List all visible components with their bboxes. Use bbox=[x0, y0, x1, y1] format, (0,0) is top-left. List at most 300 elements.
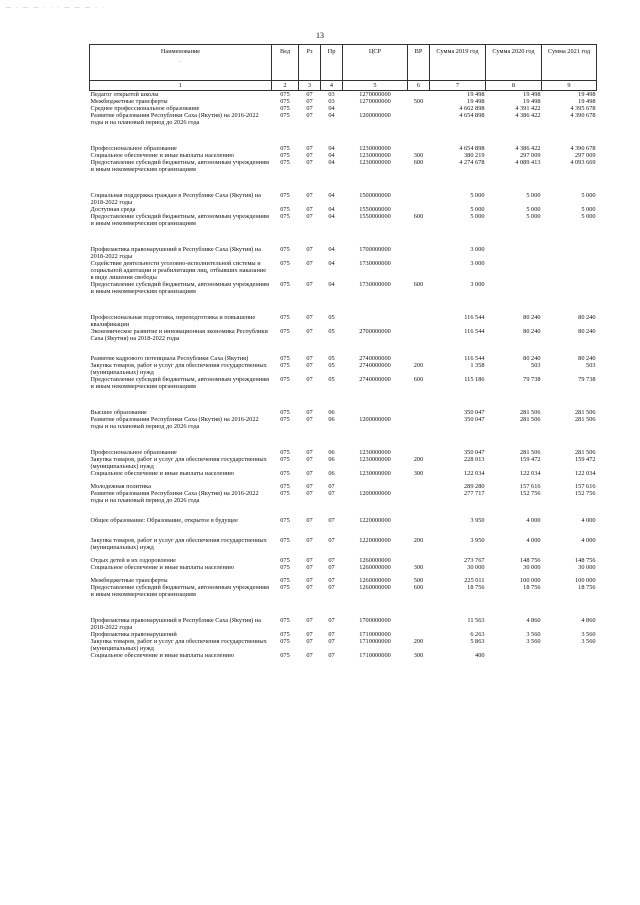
cell-s2019: 115 186 bbox=[464, 376, 485, 383]
cell-vr: 300 bbox=[413, 564, 424, 571]
cell-s2019: 228 013 bbox=[464, 456, 485, 463]
cell-csr: 1500000000 bbox=[359, 192, 391, 199]
cell-ved: 075 bbox=[280, 112, 290, 119]
cell-vr bbox=[408, 611, 430, 631]
column-number: 8 bbox=[486, 81, 542, 91]
cell-s2021: 79 738 bbox=[578, 376, 596, 383]
cell-name: Социальная поддержка граждан в Республике Саха (Якутия) на 2018-2022 годы bbox=[90, 192, 261, 206]
cell-ved: 075 bbox=[280, 617, 290, 624]
cell-pr: 05 bbox=[328, 362, 335, 369]
column-number: 5 bbox=[343, 81, 408, 91]
cell-s2021 bbox=[542, 652, 597, 659]
cell-csr: 1260000000 bbox=[359, 564, 391, 571]
table-body bbox=[90, 91, 597, 660]
cell-pr: 06 bbox=[328, 456, 335, 463]
cell-s2021: 100 000 bbox=[575, 577, 596, 584]
cell-vr: 300 bbox=[413, 470, 424, 477]
cell-rz: 07 bbox=[306, 362, 313, 369]
cell-csr: 1260000000 bbox=[359, 584, 391, 591]
cell-s2019: 4 654 898 bbox=[459, 145, 485, 152]
cell-s2021 bbox=[542, 281, 597, 308]
cell-vr bbox=[408, 105, 430, 112]
table-row bbox=[90, 551, 597, 564]
cell-name: Молодежная политика bbox=[90, 483, 151, 490]
cell-pr: 07 bbox=[328, 483, 335, 490]
cell-s2019: 273 767 bbox=[464, 557, 485, 564]
cell-vr: 300 bbox=[413, 652, 424, 659]
cell-ved: 075 bbox=[280, 490, 290, 497]
cell-rz: 07 bbox=[306, 449, 313, 456]
cell-ved: 075 bbox=[280, 192, 290, 199]
cell-rz: 07 bbox=[306, 584, 313, 591]
cell-rz: 07 bbox=[306, 652, 313, 659]
cell-ved: 075 bbox=[280, 260, 290, 267]
cell-vr bbox=[408, 240, 430, 260]
cell-ved: 075 bbox=[280, 483, 290, 490]
table-row bbox=[90, 403, 597, 416]
cell-name: Экономическое развитие и инновационная экономика Республики Саха (Якутия) на 2018-2022 годы bbox=[90, 328, 268, 342]
cell-pr: 07 bbox=[328, 577, 335, 584]
cell-rz: 07 bbox=[306, 617, 313, 624]
cell-s2021: 4 000 bbox=[581, 517, 596, 524]
cell-s2020: 297 009 bbox=[520, 152, 541, 159]
cell-vr: 200 bbox=[413, 456, 424, 463]
cell-ved: 075 bbox=[280, 91, 290, 98]
cell-ved: 075 bbox=[280, 145, 290, 152]
cell-s2019: 3 950 bbox=[470, 537, 485, 544]
cell-ved: 075 bbox=[280, 470, 290, 477]
cell-name: Профилактика правонарушений bbox=[90, 631, 177, 638]
cell-s2020: 80 240 bbox=[523, 328, 541, 335]
cell-rz: 07 bbox=[306, 328, 313, 335]
table-row bbox=[90, 206, 597, 213]
cell-pr: 07 bbox=[328, 584, 335, 591]
cell-ved: 075 bbox=[280, 206, 290, 213]
cell-name: Закупка товаров, работ и услуг для обеспечения государственных (муниципальных) нужд bbox=[90, 456, 267, 470]
cell-pr: 03 bbox=[328, 98, 335, 105]
cell-name: Социальное обеспечение и иные выплаты населению bbox=[90, 152, 234, 159]
cell-name: Профилактика правонарушений в Республике Саха (Якутия) на 2018-2022 годы bbox=[90, 617, 261, 631]
cell-vr bbox=[408, 490, 430, 517]
cell-pr: 06 bbox=[328, 449, 335, 456]
column-number: 7 bbox=[430, 81, 486, 91]
cell-rz: 07 bbox=[306, 159, 313, 166]
cell-s2019: 4 654 898 bbox=[459, 112, 485, 119]
table-row bbox=[90, 91, 597, 99]
cell-ved: 075 bbox=[280, 416, 290, 423]
cell-csr: 1260000000 bbox=[359, 557, 391, 564]
cell-vr bbox=[408, 260, 430, 281]
cell-s2019: 4 662 898 bbox=[459, 105, 485, 112]
cell-name: Профессиональное образование bbox=[90, 449, 177, 456]
cell-name: Среднее профессиональное образование bbox=[90, 105, 200, 112]
cell-ved: 075 bbox=[280, 652, 290, 659]
cell-name: Развитие образования Республики Саха (Якутия) на 2016-2022 годы и на плановый период до 2026 года bbox=[90, 490, 259, 504]
cell-vr: 300 bbox=[413, 152, 424, 159]
cell-s2021: 159 472 bbox=[575, 456, 596, 463]
cell-s2020: 122 034 bbox=[520, 470, 541, 477]
cell-pr: 07 bbox=[328, 631, 335, 638]
table-row bbox=[90, 416, 597, 443]
cell-s2019: 5 000 bbox=[470, 213, 485, 220]
table-row bbox=[90, 240, 597, 260]
cell-vr bbox=[408, 403, 430, 416]
table-row bbox=[90, 517, 597, 537]
cell-name: Предоставление субсидий бюджетным, автономным учреждениям и иным некоммерческим организациям bbox=[90, 281, 269, 295]
table-row bbox=[90, 362, 597, 376]
cell-ved: 075 bbox=[280, 557, 290, 564]
column-number: 6 bbox=[408, 81, 430, 91]
cell-rz: 07 bbox=[306, 537, 313, 544]
cell-vr: 600 bbox=[413, 159, 424, 166]
cell-ved: 075 bbox=[280, 98, 290, 105]
cell-name: Предоставление субсидий бюджетным, автономным учреждениям и иным некоммерческим организациям bbox=[90, 213, 269, 227]
cell-vr: 600 bbox=[413, 281, 424, 288]
cell-name: Отдых детей и их оздоровление bbox=[90, 557, 176, 564]
cell-rz: 07 bbox=[306, 98, 313, 105]
cell-vr bbox=[408, 206, 430, 213]
table-row bbox=[90, 376, 597, 403]
cell-s2020: 5 000 bbox=[526, 192, 541, 199]
cell-ved: 075 bbox=[280, 314, 290, 321]
cell-ved: 075 bbox=[280, 449, 290, 456]
table-row bbox=[90, 328, 597, 355]
cell-rz: 07 bbox=[306, 517, 313, 524]
cell-vr bbox=[408, 551, 430, 564]
cell-name: Закупка товаров, работ и услуг для обеспечения государственных (муниципальных) нужд bbox=[90, 537, 267, 551]
cell-vr: 500 bbox=[413, 577, 424, 584]
cell-vr: 200 bbox=[413, 537, 424, 544]
cell-vr bbox=[408, 308, 430, 328]
cell-s2020: 5 000 bbox=[526, 213, 541, 220]
cell-s2019: 1 358 bbox=[470, 362, 485, 369]
header-ved: Вед bbox=[272, 45, 299, 81]
cell-s2020 bbox=[486, 240, 542, 260]
table-row bbox=[90, 652, 597, 659]
cell-csr: 1230000000 bbox=[359, 152, 391, 159]
cell-pr: 04 bbox=[328, 281, 335, 288]
cell-vr: 200 bbox=[413, 638, 424, 645]
cell-csr: 1710000000 bbox=[359, 631, 391, 638]
cell-s2019: 122 034 bbox=[464, 470, 485, 477]
cell-s2020: 503 bbox=[531, 362, 541, 369]
cell-pr: 04 bbox=[328, 105, 335, 112]
cell-csr: 1230000000 bbox=[359, 145, 391, 152]
cell-s2021: 5 000 bbox=[581, 213, 596, 220]
cell-s2021: 148 756 bbox=[575, 557, 596, 564]
cell-csr bbox=[343, 308, 408, 328]
cell-s2021: 5 000 bbox=[581, 192, 596, 199]
cell-rz: 07 bbox=[306, 192, 313, 199]
cell-vr bbox=[408, 477, 430, 490]
cell-csr: 1230000000 bbox=[359, 159, 391, 166]
cell-s2020: 4 000 bbox=[526, 537, 541, 544]
cell-s2021: 5 000 bbox=[581, 206, 596, 213]
cell-ved: 075 bbox=[280, 281, 290, 288]
cell-name: Социальное обеспечение и иные выплаты населению bbox=[90, 470, 234, 477]
cell-rz: 07 bbox=[306, 376, 313, 383]
cell-vr: 600 bbox=[413, 376, 424, 383]
cell-rz: 07 bbox=[306, 355, 313, 362]
cell-s2021: 80 240 bbox=[578, 355, 596, 362]
cell-rz: 07 bbox=[306, 145, 313, 152]
page-number: 13 bbox=[316, 31, 324, 40]
table-row bbox=[90, 105, 597, 112]
cell-s2020 bbox=[486, 652, 542, 659]
header-csr: ЦСР bbox=[343, 45, 408, 81]
cell-s2020: 159 472 bbox=[520, 456, 541, 463]
table-row bbox=[90, 584, 597, 611]
cell-csr: 1270000000 bbox=[359, 98, 391, 105]
cell-pr: 05 bbox=[328, 328, 335, 335]
cell-name: Содействие деятельности уголовно-исполнительной системы и социальной адаптации и реабилитации лиц, отбывших наказание в виде лишения свободы bbox=[90, 260, 266, 281]
cell-ved: 075 bbox=[280, 409, 290, 416]
cell-ved: 075 bbox=[280, 159, 290, 166]
cell-name: Высшее образование bbox=[90, 409, 147, 416]
cell-name: Профессиональное образование bbox=[90, 145, 177, 152]
header-pr: Пр bbox=[321, 45, 343, 81]
cell-csr: 1230000000 bbox=[359, 456, 391, 463]
cell-rz: 07 bbox=[306, 152, 313, 159]
cell-vr bbox=[408, 186, 430, 206]
cell-pr: 04 bbox=[328, 112, 335, 119]
cell-name: Развитие образования Республики Саха (Якутия) на 2016-2022 годы и на плановый период до 2026 года bbox=[90, 112, 259, 126]
cell-vr bbox=[408, 139, 430, 152]
table-row bbox=[90, 159, 597, 186]
cell-s2020: 3 560 bbox=[526, 638, 541, 645]
cell-rz: 07 bbox=[306, 416, 313, 423]
cell-s2019: 19 498 bbox=[467, 91, 485, 98]
cell-pr: 07 bbox=[328, 617, 335, 624]
column-number: 2 bbox=[272, 81, 299, 91]
cell-s2019: 3 000 bbox=[470, 246, 485, 253]
cell-s2020: 4 386 422 bbox=[515, 112, 541, 119]
header-sum-2020: Сумма 2020 год bbox=[486, 45, 542, 81]
cell-csr: 1550000000 bbox=[359, 206, 391, 213]
cell-s2019: 225 011 bbox=[464, 577, 485, 584]
table-row bbox=[90, 260, 597, 281]
header-vr: ВР bbox=[408, 45, 430, 81]
table-row bbox=[90, 537, 597, 551]
cell-name: Общее образование: Образование, открытое в будущее bbox=[90, 517, 238, 524]
cell-s2019: 350 047 bbox=[464, 416, 485, 423]
cell-s2019: 116 544 bbox=[464, 314, 485, 321]
cell-csr: 1730000000 bbox=[359, 281, 391, 288]
cell-rz: 07 bbox=[306, 206, 313, 213]
cell-pr: 04 bbox=[328, 213, 335, 220]
cell-name: Закупка товаров, работ и услуг для обеспечения государственных (муниципальных) нужд bbox=[90, 638, 267, 652]
cell-s2020: 100 000 bbox=[520, 577, 541, 584]
cell-s2019: 3 000 bbox=[470, 260, 485, 267]
cell-s2019: 380 219 bbox=[464, 152, 485, 159]
cell-s2021: 4 093 669 bbox=[570, 159, 596, 166]
cell-pr: 05 bbox=[328, 355, 335, 362]
cell-s2020 bbox=[486, 281, 542, 308]
cell-s2020: 4 391 422 bbox=[515, 105, 541, 112]
column-number: 4 bbox=[321, 81, 343, 91]
scan-marks: — · — — · · · — — — · · bbox=[6, 6, 106, 11]
cell-name: Предоставление субсидий бюджетным, автономным учреждениям и иным некоммерческим организациям bbox=[90, 376, 269, 390]
cell-s2020: 157 616 bbox=[520, 483, 541, 490]
cell-rz: 07 bbox=[306, 577, 313, 584]
header-rz: Рз bbox=[299, 45, 321, 81]
table-row bbox=[90, 490, 597, 517]
cell-s2020: 4 089 413 bbox=[515, 159, 541, 166]
table-row bbox=[90, 443, 597, 456]
cell-s2019: 19 498 bbox=[467, 98, 485, 105]
cell-ved: 075 bbox=[280, 577, 290, 584]
cell-s2019: 3 000 bbox=[470, 281, 485, 288]
cell-csr: 1700000000 bbox=[359, 246, 391, 253]
cell-csr: 1730000000 bbox=[359, 260, 391, 267]
cell-s2019: 18 756 bbox=[467, 584, 485, 591]
cell-csr bbox=[343, 477, 408, 490]
cell-ved: 075 bbox=[280, 362, 290, 369]
cell-csr: 2700000000 bbox=[359, 328, 391, 335]
cell-pr: 07 bbox=[328, 517, 335, 524]
table-row bbox=[90, 477, 597, 490]
cell-s2021: 3 560 bbox=[581, 638, 596, 645]
cell-csr: 1710000000 bbox=[359, 638, 391, 645]
cell-s2019: 277 717 bbox=[464, 490, 485, 497]
cell-s2021: 503 bbox=[586, 362, 596, 369]
cell-rz: 07 bbox=[306, 564, 313, 571]
cell-name: Межбюджетные трансферты bbox=[90, 98, 168, 105]
cell-ved: 075 bbox=[280, 105, 290, 112]
cell-s2021: 30 000 bbox=[578, 564, 596, 571]
cell-s2020: 30 000 bbox=[523, 564, 541, 571]
cell-s2020: 3 560 bbox=[526, 631, 541, 638]
cell-ved: 075 bbox=[280, 631, 290, 638]
cell-s2020: 19 498 bbox=[523, 91, 541, 98]
header-sum-2021: Сумма 2021 год bbox=[542, 45, 597, 81]
table-row bbox=[90, 281, 597, 308]
table-row bbox=[90, 470, 597, 477]
cell-pr: 07 bbox=[328, 490, 335, 497]
cell-vr bbox=[408, 355, 430, 362]
cell-pr: 04 bbox=[328, 192, 335, 199]
cell-rz: 07 bbox=[306, 638, 313, 645]
cell-csr: 2740000000 bbox=[359, 376, 391, 383]
cell-rz: 07 bbox=[306, 409, 313, 416]
cell-name: Педагог открытой школы bbox=[90, 91, 159, 98]
table-row bbox=[90, 308, 597, 328]
cell-s2020: 80 240 bbox=[523, 355, 541, 362]
cell-name: Профессиональная подготовка, переподготовка и повышение квалификации bbox=[90, 314, 256, 328]
cell-ved: 075 bbox=[280, 355, 290, 362]
cell-s2020 bbox=[486, 260, 542, 281]
cell-s2021: 4 000 bbox=[581, 537, 596, 544]
cell-rz: 07 bbox=[306, 470, 313, 477]
cell-pr: 07 bbox=[328, 564, 335, 571]
cell-s2019: 5 000 bbox=[470, 206, 485, 213]
budget-table bbox=[89, 44, 597, 659]
cell-s2021: 281 506 bbox=[575, 409, 596, 416]
cell-s2019: 6 263 bbox=[470, 631, 485, 638]
cell-ved: 075 bbox=[280, 638, 290, 645]
cell-pr: 04 bbox=[328, 159, 335, 166]
table-row bbox=[90, 186, 597, 206]
cell-csr: 1230000000 bbox=[359, 470, 391, 477]
cell-name: Межбюджетные трансферты bbox=[90, 577, 168, 584]
cell-ved: 075 bbox=[280, 152, 290, 159]
cell-s2021 bbox=[542, 240, 597, 260]
header-name: Наименование · bbox=[90, 45, 272, 81]
cell-s2021: 4 395 678 bbox=[570, 105, 596, 112]
cell-pr: 04 bbox=[328, 246, 335, 253]
cell-pr: 07 bbox=[328, 557, 335, 564]
cell-csr: 1260000000 bbox=[359, 577, 391, 584]
cell-csr: 1220000000 bbox=[359, 537, 391, 544]
cell-vr: 600 bbox=[413, 584, 424, 591]
table-row bbox=[90, 571, 597, 584]
cell-name: Социальное обеспечение и иные выплаты населению bbox=[90, 652, 234, 659]
cell-s2021: 80 240 bbox=[578, 314, 596, 321]
cell-rz: 07 bbox=[306, 105, 313, 112]
cell-s2020: 80 240 bbox=[523, 314, 541, 321]
cell-rz: 07 bbox=[306, 631, 313, 638]
cell-rz: 07 bbox=[306, 557, 313, 564]
column-number: 1 bbox=[90, 81, 272, 91]
cell-name: Закупка товаров, работ и услуг для обеспечения государственных (муниципальных) нужд bbox=[90, 362, 267, 376]
cell-pr: 07 bbox=[328, 537, 335, 544]
cell-pr: 05 bbox=[328, 376, 335, 383]
cell-vr bbox=[408, 328, 430, 355]
cell-rz: 07 bbox=[306, 91, 313, 98]
cell-rz: 07 bbox=[306, 483, 313, 490]
cell-s2020: 79 738 bbox=[523, 376, 541, 383]
cell-name: Доступная среда bbox=[90, 206, 136, 213]
cell-name: Предоставление субсидий бюджетным, автономным учреждениям и иным некоммерческим организациям bbox=[90, 159, 269, 173]
cell-ved: 075 bbox=[280, 246, 290, 253]
cell-s2019: 289 280 bbox=[464, 483, 485, 490]
cell-ved: 075 bbox=[280, 537, 290, 544]
cell-vr bbox=[408, 416, 430, 443]
cell-s2021: 3 560 bbox=[581, 631, 596, 638]
cell-name: Профилактика правонарушений в Республике Саха (Якутия) на 2018-2022 годы bbox=[90, 246, 261, 260]
cell-s2020: 4 860 bbox=[526, 617, 541, 624]
cell-vr bbox=[408, 443, 430, 456]
cell-ved: 075 bbox=[280, 376, 290, 383]
column-number-row bbox=[90, 81, 597, 91]
cell-s2020: 18 756 bbox=[523, 584, 541, 591]
cell-csr: 1230000000 bbox=[359, 449, 391, 456]
cell-s2019: 30 000 bbox=[467, 564, 485, 571]
cell-s2021: 281 506 bbox=[575, 416, 596, 423]
cell-s2021: 4 390 678 bbox=[570, 112, 596, 119]
cell-name: Предоставление субсидий бюджетным, автономным учреждениям и иным некоммерческим организациям bbox=[90, 584, 269, 598]
cell-csr: 2740000000 bbox=[359, 362, 391, 369]
table-row bbox=[90, 112, 597, 139]
cell-vr: 200 bbox=[413, 362, 424, 369]
cell-csr: 1700000000 bbox=[359, 617, 391, 624]
cell-ved: 075 bbox=[280, 213, 290, 220]
cell-pr: 06 bbox=[328, 409, 335, 416]
cell-vr bbox=[408, 112, 430, 139]
cell-s2020: 19 498 bbox=[523, 98, 541, 105]
cell-ved: 075 bbox=[280, 456, 290, 463]
cell-s2021: 152 756 bbox=[575, 490, 596, 497]
cell-pr: 04 bbox=[328, 152, 335, 159]
cell-rz: 07 bbox=[306, 213, 313, 220]
cell-rz: 07 bbox=[306, 281, 313, 288]
cell-name: Развитие кадрового потенциала Республики Саха (Якутия) bbox=[90, 355, 249, 362]
cell-pr: 05 bbox=[328, 314, 335, 321]
cell-s2021: 4 390 678 bbox=[570, 145, 596, 152]
cell-s2019: 400 bbox=[475, 652, 485, 659]
cell-ved: 075 bbox=[280, 564, 290, 571]
cell-pr: 03 bbox=[328, 91, 335, 98]
